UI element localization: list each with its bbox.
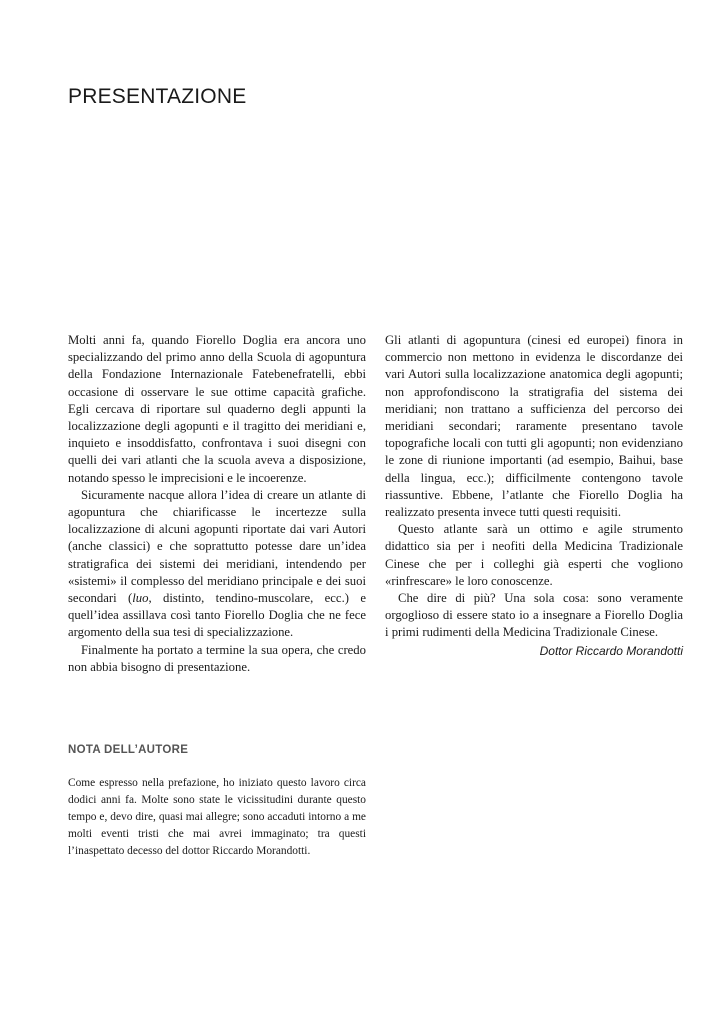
italic-term: luo bbox=[132, 591, 149, 606]
paragraph-text: Sicuramente nacque allora l’idea di creare un atlante di agopuntura che chiarificasse le incertezze sulla localizzazione di alcuni agopunti riportate dai vari Autori (anche classici) e che soprattutto potesse dare un’idea stratigrafica dei sistemi dei meridiani, intendendo per «sistemi» il complesso del meridiano principale e dei suoi secondari ( bbox=[68, 487, 366, 606]
paragraph: Che dire di più? Una sola cosa: sono veramente orgoglioso di essere stato io a insegnare a Fiorello Doglia i primi rudimenti della Medicina Tradizionale Cinese. bbox=[385, 591, 683, 640]
paragraph: Questo atlante sarà un ottimo e agile strumento didattico sia per i neofiti della Medicina Tradizionale Cinese che per i colleghi già esperti che vogliono «rinfrescare» le loro conoscenze. bbox=[385, 522, 683, 588]
paragraph-text: , distinto, tendino-muscolare, ecc.) e quell’idea assillava così tanto Fiorello Doglia che ne fece argomento della sua tesi di specializzazione. bbox=[68, 591, 366, 640]
paragraph: Finalmente ha portato a termine la sua opera, che credo non abbia bisogno di presentazione. bbox=[68, 642, 366, 674]
presentation-left-column bbox=[68, 332, 366, 676]
author-note-body: Come espresso nella prefazione, ho iniziato questo lavoro circa dodici anni fa. Molte sono state le vicissitudini durante questo tempo e, devo dire, quasi mai allegre; sono accaduti intorno a me molti eventi tristi che mai avrei immaginato; tra questi l’inaspettato decesso del dottor Riccardo Morandotti. bbox=[68, 777, 366, 857]
paragraph: Molti anni fa, quando Fiorello Doglia era ancora uno specializzando del primo anno della Scuola di agopuntura della Fondazione Internazionale Fatebenefratelli, ebbi occasione di osservare le sue ottime capacità grafiche. Egli cercava di riportare sul quaderno degli appunti la localizzazione degli agopunti e il tragitto dei meridiani e, inquieto e insoddisfatto, confrontava i suoi disegni con quelli dei vari atlanti che la scuola aveva a disposizione, notando spesso le imprecisioni e le incoerenze. bbox=[68, 333, 366, 485]
author-note-heading: NOTA DELL’AUTORE bbox=[68, 744, 189, 756]
signature: Dottor Riccardo Morandotti bbox=[539, 643, 683, 658]
paragraph bbox=[68, 487, 366, 642]
presentation-right-column bbox=[385, 332, 683, 660]
paragraph: Gli atlanti di agopuntura (cinesi ed europei) finora in commercio non mettono in evidenza le discordanze dei vari Autori sulla localizzazione anatomica degli agopunti; non approfondiscono la stratigrafia del sistema dei meridiani; non trattano a sufficienza del percorso dei meridiani secondari; raramente presentano tavole topografiche locali con tutti gli agopunti; non evidenziano le zone di riunione importanti (ad esempio, Baihui, base della lingua, ecc.); difficilmente contengono tavole riassuntive. Ebbene, l’atlante che Fiorello Doglia ha realizzato presenta invece tutti questi requisiti. bbox=[385, 333, 683, 520]
page-title: PRESENTAZIONE bbox=[68, 85, 247, 108]
